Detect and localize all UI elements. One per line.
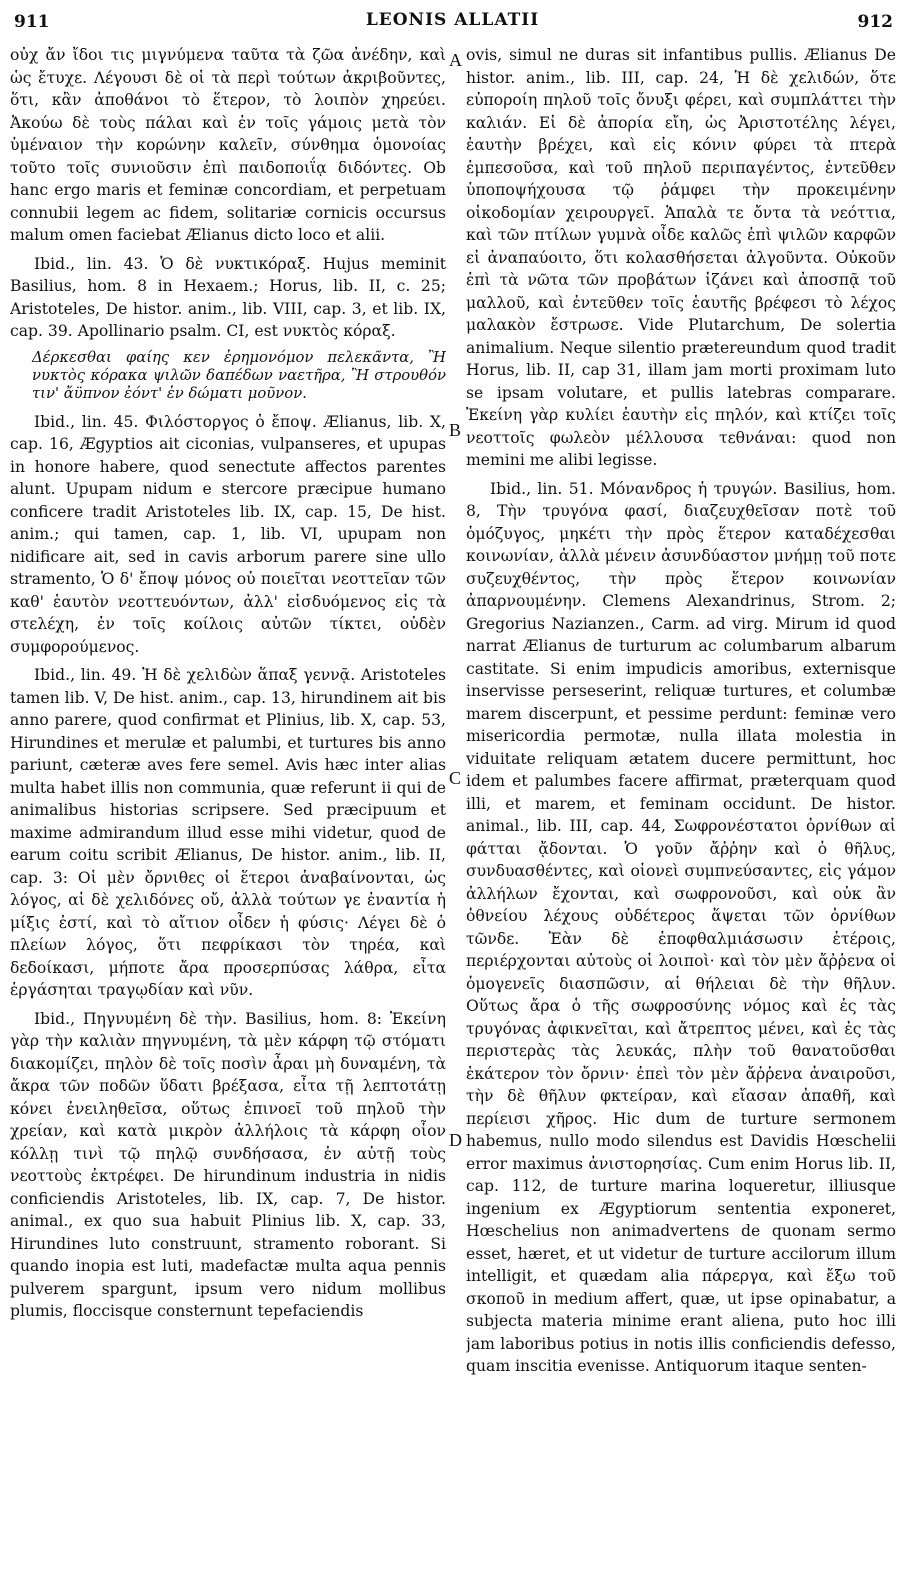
margin-marker-d: D: [449, 1130, 462, 1150]
right-column: [466, 44, 896, 1564]
left-column: [10, 44, 446, 1564]
running-header: [0, 8, 905, 34]
page-number-left: 911: [14, 12, 50, 32]
paragraph: Ibid., Πηγνυμένη δὲ τὴν. Basilius, hom. 8: Ἐκείνη γὰρ τὴν καλιὰν πηγνυμένη, τὰ μὲν κάρφη τῷ στόματι διακομίζει, πηλὸν δὲ τοῖς ποσὶν ἆραι μὴ δυναμένη, τὰ ἄκρα τῶν ποδῶν ὕδατι βρέξασα, εἶτα τῇ λεπτοτάτῃ κόνει ἐνειληθεῖσα, οὕτως ἐπινοεῖ τοῦ πηλοῦ τὴν χρείαν, καὶ κατὰ μικρὸν ἀλλήλοις τὰ κάρφη οἷον κόλλῃ τινὶ τῷ πηλῷ συνδήσασα, ἐν αὐτῇ τοὺς νεοττοὺς ἐκτρέφει. De hirundinum industria in nidis conficiendis Aristoteles, lib. IX, cap. 7, De histor. animal., ex quo sua habuit Plinius lib. X, cap. 33, Hirundines luto construunt, stramento roborant. Si quando inopia est luti, madefactæ multa aqua pennis pulverem spargunt, ipsum vero nidum mollibus plumis, floccisque consternunt tepefaciendis: [10, 1009, 446, 1320]
paragraph: Ibid., lin. 49. Ἡ δὲ χελιδὼν ἅπαξ γεννᾷ. Aristoteles tamen lib. V, De hist. anim., cap. 13, hirundinem ait bis anno parere, quod confirmat et Plinius, lib. X, cap. 53, Hirundines et merulæ et palumbi, et turtures bis anno pariunt, cæteræ aves fere semel. Avis hæc inter alias multa habet illis non communia, quæ referunt ii qui de animalibus historias scripsere. Sed præcipuum et maxime admirandum illud esse mihi videtur, quod de earum coitu scribit Ælianus, De histor. anim., lib. II, cap. 3: Οἱ μὲν ὄρνιθες οἱ ἕτεροι ἀναβαίνονται, ὡς λόγος, αἱ δὲ χελιδόνες οὔ, ἀλλὰ τούτων γε ἐναντία ἡ μίξις ἐστί, καὶ τὸ αἴτιον οἶδεν ἡ φύσις· Λέγει δὲ ὁ πλείων λόγος, ὅτι πεφρίκασι τὸν τηρέα, καὶ δεδοίκασι, μήποτε ἄρα προσερπύσας λάθρα, εἶτα ἐργάσηται τραγῳδίαν καὶ νῦν.: [10, 666, 446, 999]
paragraph: Ibid., lin. 51. Μόνανδρος ἡ τρυγών. Basilius, hom. 8, Τὴν τρυγόνα φασί, διαζευχθεῖσαν ποτὲ τοῦ ὁμόζυγος, μηκέτι τὴν πρὸς ἕτερον καταδέχεσθαι κοινωνίαν, ἀλλὰ μένειν ἀσυνδύαστον μνήμῃ τοῦ ποτε συζευχθέντος, τὴν πρὸς ἕτερον κοινωνίαν ἀπαρνουμένην. Clemens Alexandrinus, Strom. 2; Gregorius Nazianzen., Carm. ad virg. Mirum id quod narrat Ælianus de turturum ac columbarum albarum castitate. Si enim impudicis amoribus, externisque inservisse perseserint, reliquæ turtures, et columbæ marem discerpunt, et pessime perdunt: feminæ vero misericordia permotæ, nulla illata molestia in viduitate reliquam ætatem ducere permittunt, hoc idem et palumbes facere affirmat, præterquam quod illi, et marem, et feminam occidunt. De histor. animal., lib. III, cap. 44, Σωφρονέστατοι ὀρνίθων αἱ φάτται ᾄδονται. Ὁ γοῦν ἄῤῥην καὶ ὁ θῆλυς, συνδυασθέντες, καὶ οἱονεὶ συμπνεύσαντες, εἰς γάμον ἀλλήλων ἔχονται, καὶ σωφρονοῦσι, καὶ οὐκ ἂν ὀθνείου λέχους οὐδέτερος ἅψεται τῶν ὀρνίθων τῶνδε. Ἐὰν δὲ ἐποφθαλμιάσωσιν ἑτέροις, περιέρχονται αὐτοὺς οἱ λοιποὶ· καὶ τὸν μὲν ἄῤῥενα οἱ ὁμογενεῖς διασπῶσιν, αἱ θήλειαι δὲ τὴν θῆλυν. Οὕτως ἄρα ὁ τῆς σωφροσύνης νόμος καὶ ἐς τὰς τρυγόνας ἀφικνεῖται, καὶ ἄτρεπτος μένει, καὶ ἐς τὰς περιστερὰς τὰς λευκάς, πλὴν τοῦ θανατοῦσθαι ἑκάτερον τὸν ὄρνιν· ἐπεὶ τὸν μὲν ἄῤῥενα ἀναιροῦσι, τὴν δὲ θῆλυν φκτείραν, καὶ εἴασαν ἀπαθῆ, καὶ περίεισι χῆρος. Hic dum de turture sermonem habemus, nullo modo silendus est Davidis Hœschelii error maximus ἀνιστορησίας. Cum enim Horus lib. II, cap. 112, de turture marina loqueretur, illiusque ingenium ex Ægyptiorum sententia exponeret, Hœschelius non animadvertens de quonam sermo esset, hæret, et ut videtur de turture accilorum illum intelligit, et quædam alia πάρεργα, καὶ ἔξω τοῦ σκοποῦ in medium affert, quæ, ut ipse opinabatur, a subjecta materia minime erant aliena, puto hoc illi jam laboribus potius in notis illis conficiendis defesso, quam inscitia evenisse. Antiquorum itaque senten-: [466, 479, 896, 1375]
paragraph: οὐχ ἄν ἴδοι τις μιγνύμενα ταῦτα τὰ ζῶα ἀνέδην, καὶ ὡς ἔτυχε. Λέγουσι δὲ οἱ τὰ περὶ τούτων ἀκριβοῦντες, ὅτι, κἂν ἀποθάνοι τὸ ἕτερον, τὸ λοιπὸν χηρεύει. Ἀκούω δὲ τοὺς πάλαι καὶ ἐν τοῖς γάμοις μετὰ τὸν ὑμέναιον τὴν κορώνην καλεῖν, σύνθημα ὁμονοίας τοῦτο τοῖς συνιοῦσιν ἐπὶ παιδοποιΐᾳ διδόντες. Ob hanc ergo maris et feminæ concordiam, et perpetuam connubii legem ac fidem, solitariæ cornicis occursus malum omen faciebat Ælianus dicto loco et alii.: [10, 46, 446, 244]
paragraph: Ibid., lin. 43. Ὁ δὲ νυκτικόραξ. Hujus meminit Basilius, hom. 8 in Hexaem.; Horus, lib. II, c. 25; Aristoteles, De histor. anim., lib. VIII, cap. 3, et lib. IX, cap. 39. Apollinario psalm. CI, est νυκτὸς κόραξ.: [10, 254, 446, 340]
paragraph: ovis, simul ne duras sit infantibus pullis. Ælianus De histor. anim., lib. III, cap. 24, Ἡ δὲ χελιδών, ὅτε εὐποροίη πηλοῦ τοῖς ὄνυξι φέρει, καὶ συμπλάττει τὴν καλιάν. Εἰ δὲ ἀπορία εἴη, ὡς Ἀριστοτέλης λέγει, ἑαυτὴν βρέχει, καὶ εἰς κόνιν φύρει τὰ πτερὰ ἐμπεσοῦσα, καὶ τοῦ πηλοῦ περιπαγέντος, ἐντεῦθεν ὑποποψήχουσα τῷ ῥάμφει τὴν προκειμένην οἰκοδομίαν χειρουργεῖ. Ἁπαλὰ τε ὄντα τὰ νεόττια, καὶ τῶν πτίλων γυμνὰ οἶδε καλῶς ἐπὶ ψιλῶν καρφῶν εἰ ἀναπαύοιτο, ὅτι κολασθήσεται ἀλγοῦντα. Οὐκοῦν ἐπὶ τὰ νῶτα τῶν προβάτων ἱζάνει καὶ ἀποσπᾷ τοῦ μαλλοῦ, καὶ ἐντεῦθεν τοῖς ἑαυτῆς βρέφεσι τὸ λέχος μαλακὸν ἔστρωσε. Vide Plutarchum, De solertia animalium. Neque silentio prætereundum quod tradit Horus, lib. II, cap 31, illam jam morti proximam luto se ipsam volutare, et pullis latebras comparare. Ἐκείνη γὰρ κυλίει ἑαυτὴν εἰς πηλόν, καὶ κτίζει τοῖς νεοττοῖς φωλεὸν μέλλουσα τεθνάναι: quod non memini me alibi legisse.: [466, 46, 896, 469]
margin-marker-c: C: [449, 768, 462, 788]
page-number-right: 912: [857, 12, 893, 32]
paragraph: Ibid., lin. 45. Φιλόστοργος ὁ ἔποψ. Ælianus, lib. X, cap. 16, Ægyptios ait ciconias, vulpanseres, et upupas in honore habere, quod senectute affectos parentes alunt. Upupam nidum e stercore præcipue humano conficere tradit Aristoteles lib. IX, cap. 15, De hist. anim.; qui tamen, cap. 1, lib. VI, upupam non nidificare ait, sed in cavis arborum parere sine ullo stramento, Ὁ δ' ἔποψ μόνος οὐ ποιεῖται νεοττεῖαν τῶν καθ' ἑαυτὸν νεοττευόντων, ἀλλ' εἰσδυόμενος εἰς τὰ στελέχη, ἐν τοῖς κοίλοις αὐτῶν τίκτει, οὐδὲν συμφορούμενος.: [10, 412, 446, 656]
margin-marker-b: B: [449, 420, 462, 440]
verse-quotation: Δέρκεσθαι φαίης κεν ἐρημονόμον πελεκᾶντα, Ἢ νυκτὸς κόρακα ψιλῶν δαπέδων ναετῆρα, Ἢ στρουθόν τιν' ἄϋπνον ἐόντ' ἐν δώματι μοῦνον.: [32, 348, 446, 402]
running-title: LEONIS ALLATII: [365, 10, 540, 30]
margin-marker-a: A: [449, 50, 462, 70]
